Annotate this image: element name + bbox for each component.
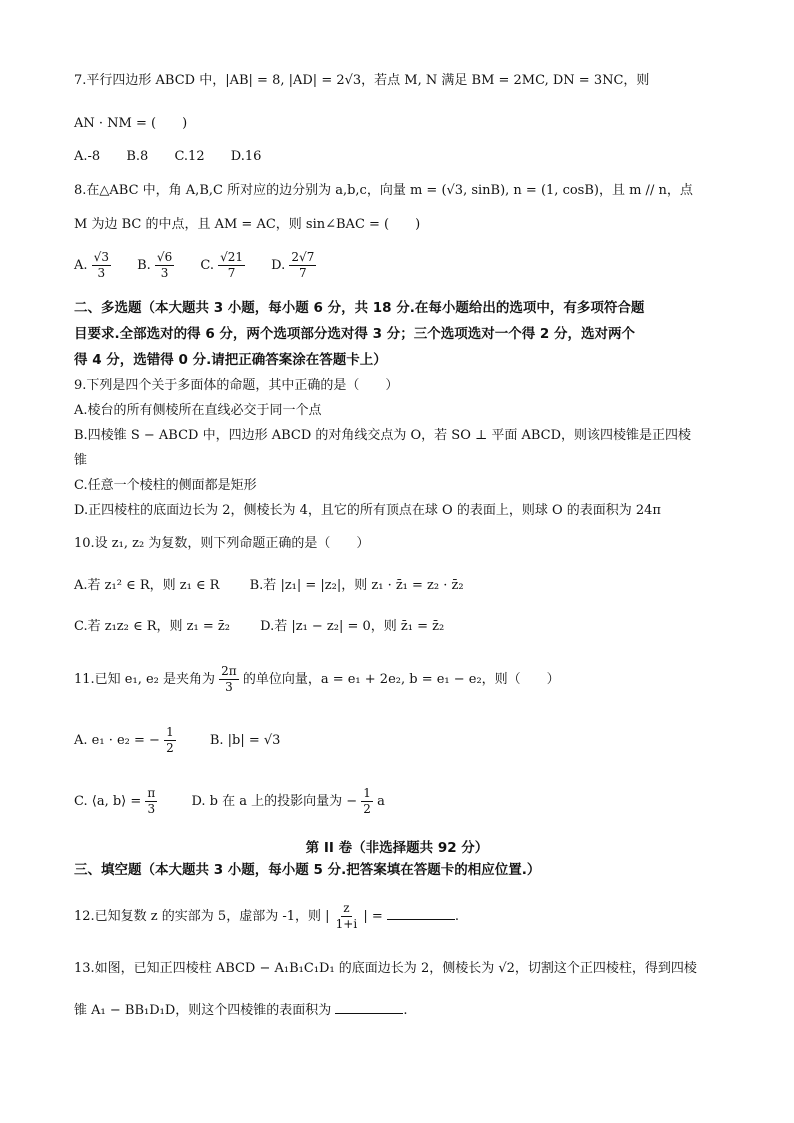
q12-line: 12.已知复数 z 的实部为 5，虚部为 -1，则 | $\frac{z}{1+i}$ | = . (74, 901, 459, 931)
q7-option-a: A.-8 (74, 149, 101, 164)
q11-options-ab (74, 725, 724, 757)
part2-title: 第 II 卷（非选择题共 92 分） (305, 840, 489, 856)
q13-line2: 锥 A₁ − BB₁D₁D，则这个四棱锥的表面积为 . (74, 1003, 408, 1018)
q8-option-c: C. $\frac{√21}{7}$ (200, 250, 244, 280)
q9-option-d: D.正四棱柱的底面边长为 2，侧棱长为 4，且它的所有顶点在球 O 的表面上，则球 O 的表面积为 24π (74, 503, 661, 518)
q7-option-c: C.12 (174, 149, 205, 164)
q10-stem: 10.设 z₁, z₂ 为复数，则下列命题正确的是（ ） (74, 536, 370, 551)
q11-option-d-fraction: $\frac{1}{2}$ (363, 786, 371, 816)
q8-line2: M 为边 BC 的中点，且 AM = AC，则 sin∠BAC = ( ) (74, 217, 421, 232)
q11-options-cd (74, 786, 724, 818)
q9-option-b-line2: 锥 (74, 453, 88, 468)
q10-options-cd (74, 618, 724, 636)
q7-options (74, 148, 724, 166)
q11-stem: 11.已知 e₁, e₂ 是夹角为 $\frac{2\pi}{3}$ 的单位向量，a = e₁ + 2e₂, b = e₁ − e₂，则（ ） (74, 664, 560, 694)
q10-option-b: B.若 |z₁| = |z₂|，则 z₁ · z̄₁ = z₂ · z̄₂ (249, 578, 464, 593)
q10-options-ab (74, 577, 724, 595)
q11-option-d: D. b 在 a 上的投影向量为 − $\frac{1}{2}$ a (191, 786, 385, 816)
q8-option-a-fraction: $\frac{√3}{3}$ (93, 250, 109, 280)
section2-line1: 二、多选题（本大题共 3 小题，每小题 6 分，共 18 分.在每小题给出的选项中，有多项符合题 (74, 300, 645, 316)
q9-stem: 9.下列是四个关于多面体的命题，其中正确的是（ ） (74, 378, 399, 393)
q11-option-a: A. e₁ · e₂ = − $\frac{1}{2}$ (74, 725, 174, 755)
section2-line3: 得 4 分，选错得 0 分.请把正确答案涂在答题卡上） (74, 352, 387, 368)
q8-option-a: A. $\frac{√3}{3}$ (74, 250, 109, 280)
q11-option-c-fraction: $\frac{\pi}{3}$ (147, 786, 156, 816)
q8-option-b: B. $\frac{√6}{3}$ (137, 250, 173, 280)
q9-option-c: C.任意一个棱柱的侧面都是矩形 (74, 478, 257, 493)
q8-line1: 8.在△ABC 中，角 A,B,C 所对应的边分别为 a,b,c，向量 m = (√3, sinB), n = (1, cosB)，且 m // n，点 (74, 183, 693, 198)
q8-option-b-fraction: $\frac{√6}{3}$ (156, 250, 173, 280)
q7-line1: 7.平行四边形 ABCD 中，|AB| = 8, |AD| = 2√3，若点 M, N 满足 BM = 2MC, DN = 3NC，则 (74, 73, 650, 88)
q7-option-b: B.8 (126, 149, 149, 164)
q10-option-d: D.若 |z₁ − z₂| = 0，则 z̄₁ = z̄₂ (260, 619, 445, 634)
q11-option-b: B. |b| = √3 (209, 733, 281, 748)
q11-option-c: C. ⟨a, b⟩ = $\frac{\pi}{3}$ (74, 786, 156, 816)
q12-answer-blank[interactable] (387, 907, 455, 920)
section3-header: 三、填空题（本大题共 3 小题，每小题 5 分.把答案填在答题卡的相应位置.） (74, 862, 541, 878)
q8-option-d: D. $\frac{2√7}{7}$ (271, 250, 315, 280)
q11-angle-fraction: $\frac{2\pi}{3}$ (221, 664, 237, 694)
q7-line2: AN · NM = ( ) (74, 116, 188, 131)
q10-option-a: A.若 z₁² ∈ R，则 z₁ ∈ R (74, 578, 220, 593)
q13-line1: 13.如图，已知正四棱柱 ABCD − A₁B₁C₁D₁ 的底面边长为 2，侧棱长为 √2，切割这个正四棱柱，得到四棱 (74, 961, 697, 976)
q13-answer-blank[interactable] (335, 1001, 403, 1014)
q10-option-c: C.若 z₁z₂ ∈ R，则 z₁ = z̄₂ (74, 619, 230, 634)
q8-option-c-fraction: $\frac{√21}{7}$ (220, 250, 244, 280)
q11-option-a-fraction: $\frac{1}{2}$ (166, 725, 174, 755)
q7-option-d: D.16 (230, 149, 262, 164)
q12-fraction: $\frac{z}{1+i}$ (335, 901, 358, 931)
q8-option-d-fraction: $\frac{2√7}{7}$ (291, 250, 315, 280)
q9-option-b-line1: B.四棱锥 S − ABCD 中，四边形 ABCD 的对角线交点为 O，若 SO ⊥ 平面 ABCD，则该四棱锥是正四棱 (74, 428, 692, 443)
section2-line2: 目要求.全部选对的得 6 分，两个选项部分选对得 3 分；三个选项选对一个得 2 分，选对两个 (74, 326, 636, 342)
q9-option-a: A.棱台的所有侧棱所在直线必交于同一个点 (74, 403, 322, 418)
q8-options (74, 248, 724, 284)
